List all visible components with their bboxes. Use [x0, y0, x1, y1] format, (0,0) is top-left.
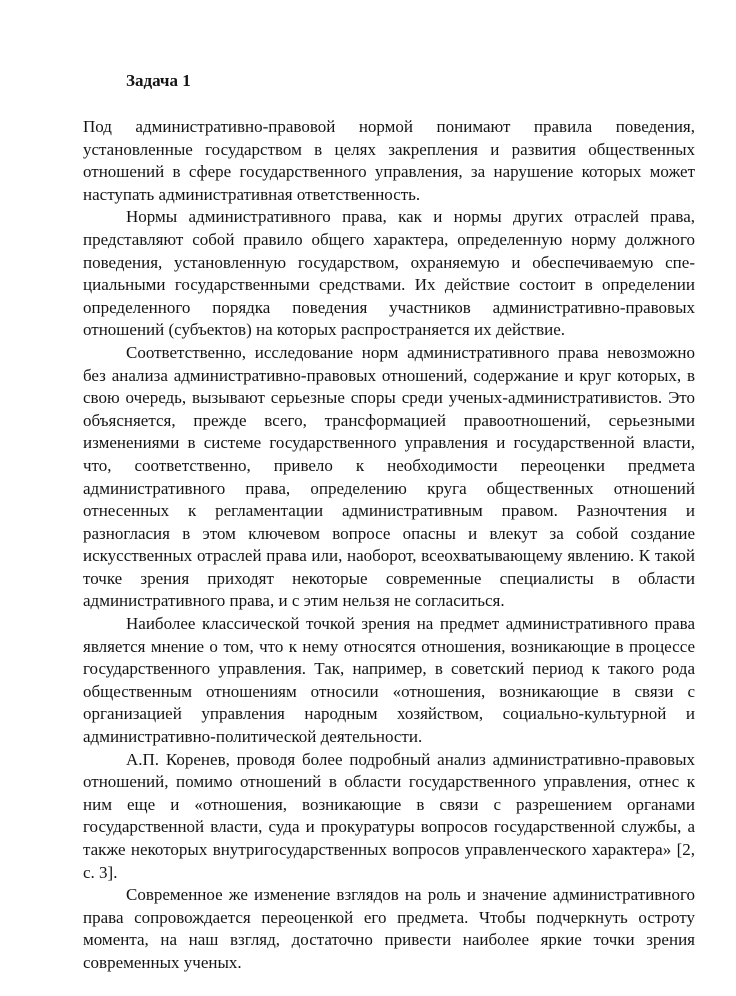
paragraph-4: Наиболее классической точкой зрения на предмет административного права является мнение о том, что к нему относятся отношения, возникающие в процессе государственного управления. Так, например, в советский период к такого рода общественным отношениям относили «отношения, возникающие в связи с организацией управления народным хозяйством, социально-культурной и административно-политической деятельности.	[83, 614, 695, 747]
paragraph-5: А.П. Коренев, проводя более подробный анализ административно-правовых отношений, помимо отношений в области государственного управления, отнес к ним еще и «отношения, возникающие в связи с разрешением органами государственной власти, суда и прокуратуры вопросов государственной службы, а также некоторых внутригосударственных вопросов управленческого характера» [2, с. 3].	[83, 749, 695, 882]
paragraph-3: Соответственно, исследование норм административного права невозможно без анализа административно-правовых отношений, содержание и круг которых, в свою очередь, вызывают серьезные споры среди ученых-административистов. Это объясняется, прежде всего, трансформацией правоотношений, серьезными изменениями в системе государственного управления и государственной власти, что, соответственно, привело к необходимости переоценки предмета административного права, определению круга общественных отношений отнесенных к регламентации административным правом. Разночтения и разногласия в этом ключевом вопросе опасны и влекут за собой создание искусственных отраслей права или, наоборот, всеохватывающему явлению. К такой точке зрения приходят некоторые современные специалисты в области административного права, и с этим нельзя не согласиться.	[83, 342, 695, 611]
page-title: Задача 1	[126, 71, 191, 90]
paragraph-2: Нормы административного права, как и нормы других отраслей права, представляют собой правило общего характера, определенную норму должного поведения, установленную государством, охраняемую и обеспечиваемую специальными государственными средствами. Их действие состоит в определении определенного порядка поведения участников административно-правовых отношений (субъектов) на которых распространяется их действие.	[83, 207, 695, 340]
paragraph-6: Современное же изменение взглядов на роль и значение административного права сопровождается переоценкой его предмета. Чтобы подчеркнуть остроту момента, на наш взгляд, достаточно привести наиболее яркие точки зрения современных ученых.	[83, 885, 695, 972]
paragraph-1: Под административно-правовой нормой понимают правила поведения, установленные государством в целях закрепления и развития общественных отношений в сфере государственного управления, за нарушение которых может наступать административная ответственность.	[83, 117, 695, 204]
document-body	[83, 116, 695, 975]
